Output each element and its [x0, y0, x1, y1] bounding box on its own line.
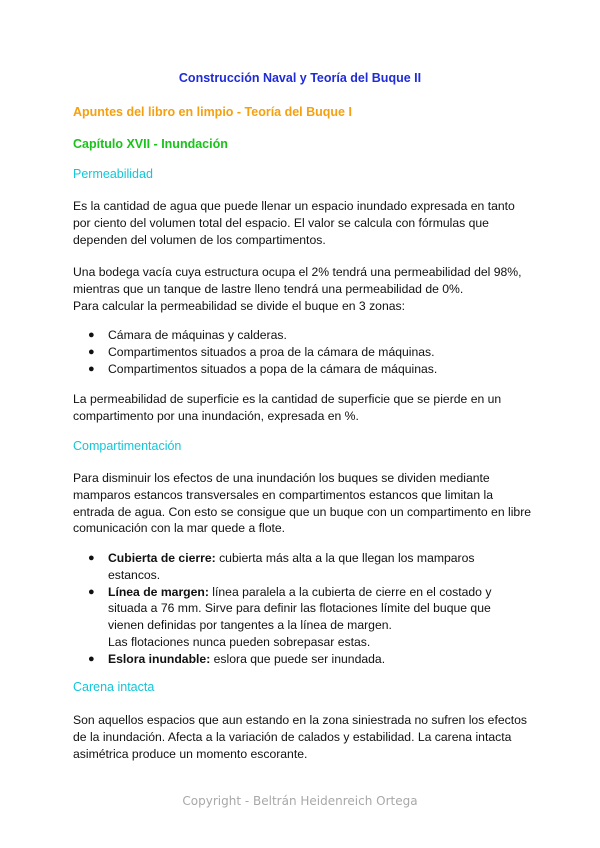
bullet-icon: ●: [88, 329, 95, 341]
permeabilidad-paragraph-2: [73, 264, 533, 314]
copyright-footer: Copyright - Beltrán Heidenreich Ortega: [182, 794, 418, 808]
permeabilidad-paragraph-3: La permeabilidad de superficie es la cantidad de superficie que se pierde en un compartimento por una inundación, expresada en %.: [73, 392, 502, 423]
list-item: ● Compartimentos situados a proa de la cámara de máquinas.: [88, 344, 435, 359]
section-heading-compartimentacion: Compartimentación: [73, 439, 182, 453]
list-item: ● Línea de margen: línea paralela a la cubierta de cierre en el costado y situada a 76 mm. Sirve para definir las flotaciones límite del buque que vienen definidas por tangentes a la línea de margen. Las flotaciones nunca pueden sobrepasar estas.: [88, 584, 492, 649]
bullet-icon: ●: [88, 362, 95, 375]
list-item: ● Cubierta de cierre: cubierta más alta a la que llegan los mamparos estancos.: [88, 551, 475, 582]
permeabilidad-paragraph-1: Es la cantidad de agua que puede llenar un espacio inundado expresada en tanto por ciento del volumen total del espacio. El valor se calcula con fórmulas que dependen del volumen de los compartimentos.: [73, 199, 515, 247]
zones-list: [88, 327, 528, 377]
list-item: ● Cámara de máquinas y calderas.: [88, 328, 287, 342]
list-item: ● Eslora inundable: eslora que puede ser inundada.: [88, 651, 386, 666]
document-subtitle: Apuntes del libro en limpio - Teoría del Buque I: [73, 105, 352, 119]
document-title: Construcción Naval y Teoría del Buque II: [178, 71, 422, 85]
list-item: ● Compartimentos situados a popa de la cámara de máquinas.: [88, 361, 438, 376]
bullet-icon: ●: [88, 585, 95, 598]
bullet-icon: ●: [88, 652, 95, 665]
section-heading-permeabilidad: Permeabilidad: [73, 167, 153, 181]
bullet-icon: ●: [88, 552, 95, 564]
chapter-heading: Capítulo XVII - Inundación: [73, 137, 228, 151]
carena-paragraph-1: Son aquellos espacios que aun estando en la zona siniestrada no sufren los efectos de la inundación. Afecta a la variación de calados y estabilidad. La carena intacta asimétrica produce un momento escorante.: [73, 713, 527, 761]
section-heading-carena: Carena intacta: [73, 680, 155, 694]
definition-term: Eslora inundable:: [108, 651, 211, 666]
permeabilidad-p2-line-3: Para calcular la permeabilidad se divide el buque en 3 zonas:: [73, 298, 405, 313]
definition-term: Línea de margen:: [108, 584, 209, 599]
compartimentacion-paragraph-1: Para disminuir los efectos de una inundación los buques se dividen mediante mamparos estancos transversales en compartimentos estancos que limitan la entrada de agua. Con esto se consigue que un buque con un compartimento en libre comunicación con la mar quede a flote.: [73, 471, 532, 536]
permeabilidad-p2-line-1: Una bodega vacía cuya estructura ocupa el 2% tendrá una permeabilidad del 98%,: [73, 265, 522, 279]
definition-term: Cubierta de cierre:: [108, 551, 216, 565]
definitions-list: [88, 550, 528, 668]
permeabilidad-p2-line-2: mientras que un tanque de lastre lleno tendrá una permeabilidad de 0%.: [73, 281, 464, 296]
bullet-icon: ●: [88, 345, 95, 358]
